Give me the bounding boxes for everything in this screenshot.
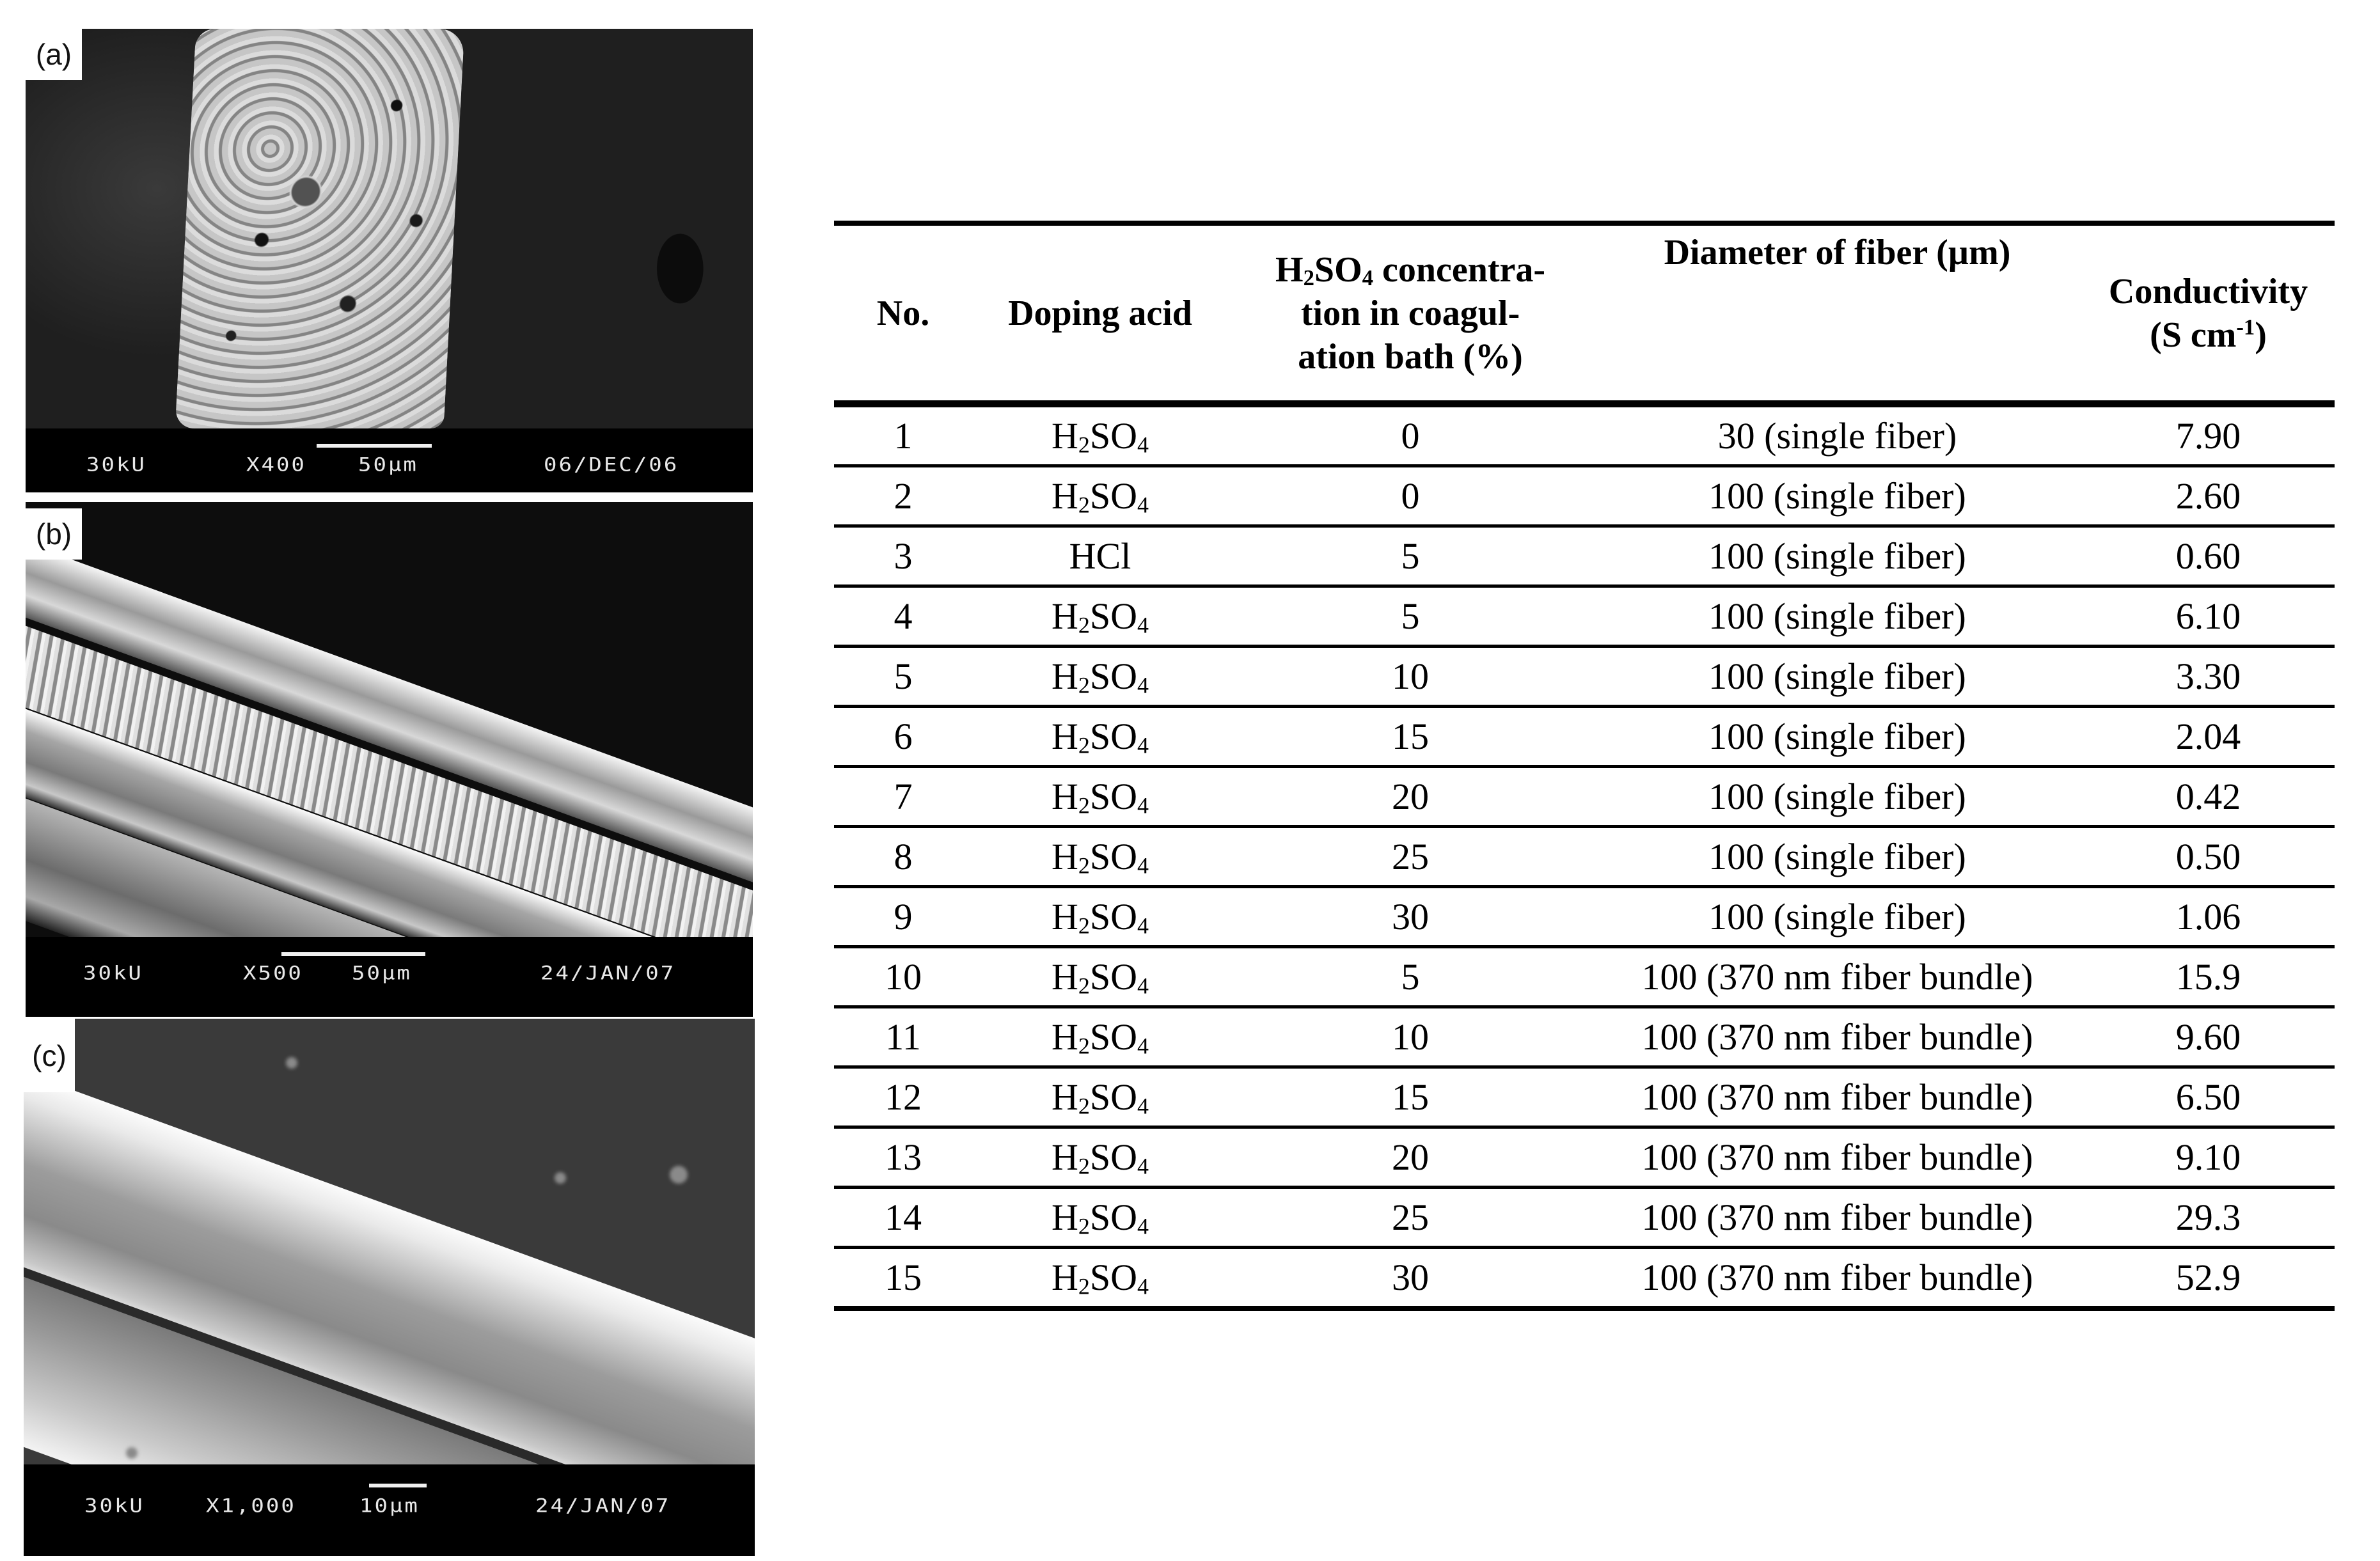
sem-scale: 10µm <box>359 1495 420 1517</box>
cell-conductivity: 1.06 <box>2082 887 2335 947</box>
cell-conductivity: 7.90 <box>2082 404 2335 466</box>
sem-info-bar-b <box>26 937 753 1017</box>
cell-concentration: 0 <box>1228 404 1593 466</box>
sem-scale: 50µm <box>352 962 412 984</box>
cell-no: 6 <box>834 707 972 767</box>
cell-no: 9 <box>834 887 972 947</box>
cell-diameter: 100 (single fiber) <box>1593 707 2082 767</box>
table-header <box>834 223 2335 404</box>
sem-date: 24/JAN/07 <box>540 962 676 984</box>
dust-particle <box>555 1172 566 1184</box>
cell-conductivity: 2.04 <box>2082 707 2335 767</box>
table-row <box>834 827 2335 887</box>
cell-no: 14 <box>834 1188 972 1248</box>
table-row <box>834 1127 2335 1188</box>
cell-concentration: 5 <box>1228 586 1593 647</box>
cell-doping-acid: $H_2SO_4$ <box>972 1248 1228 1309</box>
scale-bar <box>369 1484 427 1487</box>
cell-doping-acid: $H_2SO_4$ <box>972 947 1228 1007</box>
cell-doping-acid: $H_2SO_4$ <box>972 466 1228 526</box>
cell-no: 8 <box>834 827 972 887</box>
dust-particle <box>670 1166 688 1184</box>
table-row <box>834 1007 2335 1067</box>
sem-scale: 50µm <box>358 454 418 476</box>
cell-conductivity: 29.3 <box>2082 1188 2335 1248</box>
cell-conductivity: 0.50 <box>2082 827 2335 887</box>
cell-conductivity: 9.10 <box>2082 1127 2335 1188</box>
cell-concentration: 30 <box>1228 1248 1593 1309</box>
table-row <box>834 404 2335 466</box>
cell-doping-acid: $H_2SO_4$ <box>972 827 1228 887</box>
cell-no: 4 <box>834 586 972 647</box>
porous-fiber <box>175 29 465 428</box>
dust-particle <box>126 1447 138 1459</box>
cell-no: 2 <box>834 466 972 526</box>
sem-magnification: X1,000 <box>206 1495 296 1517</box>
cell-concentration: 20 <box>1228 1127 1593 1188</box>
cell-concentration: 0 <box>1228 466 1593 526</box>
cell-conductivity: 9.60 <box>2082 1007 2335 1067</box>
cell-doping-acid: $H_2SO_4$ <box>972 887 1228 947</box>
scale-bar <box>317 444 432 448</box>
conductivity-table <box>834 221 2335 1311</box>
table-row <box>834 526 2335 586</box>
cell-concentration: 15 <box>1228 1067 1593 1127</box>
cell-doping-acid: $H_2SO_4$ <box>972 1127 1228 1188</box>
sem-voltage: 30kU <box>83 962 143 984</box>
cell-concentration: 30 <box>1228 887 1593 947</box>
sem-image-a <box>26 29 753 492</box>
cell-no: 11 <box>834 1007 972 1067</box>
cell-doping-acid: $H_2SO_4$ <box>972 1067 1228 1127</box>
header-conductivity: Conductivity (S $cm^{-1}$) <box>2108 271 2308 355</box>
sem-date: 06/DEC/06 <box>544 454 679 476</box>
cell-no: 12 <box>834 1067 972 1127</box>
cell-concentration: 5 <box>1228 947 1593 1007</box>
cell-no: 10 <box>834 947 972 1007</box>
cell-diameter: 100 (single fiber) <box>1593 586 2082 647</box>
cell-doping-acid: $H_2SO_4$ <box>972 767 1228 827</box>
table-row <box>834 767 2335 827</box>
sem-scene-fiber-bundle <box>26 502 753 937</box>
cell-doping-acid: HCl <box>972 526 1228 586</box>
cell-no: 7 <box>834 767 972 827</box>
cell-doping-acid: $H_2SO_4$ <box>972 1007 1228 1067</box>
table-body <box>834 404 2335 1309</box>
panel-label-c: (c) <box>24 1019 75 1092</box>
table-row <box>834 586 2335 647</box>
cell-diameter: 100 (single fiber) <box>1593 887 2082 947</box>
sem-info-bar-a <box>26 428 753 492</box>
cell-conductivity: 2.60 <box>2082 466 2335 526</box>
cell-conductivity: 3.30 <box>2082 647 2335 707</box>
cell-concentration: 5 <box>1228 526 1593 586</box>
sem-voltage: 30kU <box>84 1495 145 1517</box>
sem-date: 24/JAN/07 <box>535 1495 671 1517</box>
cell-concentration: 25 <box>1228 827 1593 887</box>
cell-conductivity: 52.9 <box>2082 1248 2335 1309</box>
cell-diameter: 100 (370 nm fiber bundle) <box>1593 1248 2082 1309</box>
cell-concentration: 10 <box>1228 1007 1593 1067</box>
sem-scene-porous-fiber <box>26 29 753 428</box>
sem-magnification: X400 <box>246 454 306 476</box>
cell-conductivity: 15.9 <box>2082 947 2335 1007</box>
cell-diameter: 100 (single fiber) <box>1593 466 2082 526</box>
sem-scene-smooth-fiber <box>24 1019 755 1464</box>
table-row <box>834 1188 2335 1248</box>
header-concentration: $H_2SO_4$ concentra- tion in coagul- ation bath (%) <box>1275 249 1545 377</box>
cell-no: 13 <box>834 1127 972 1188</box>
scale-bar <box>281 952 425 956</box>
cell-concentration: 25 <box>1228 1188 1593 1248</box>
cell-diameter: 30 (single fiber) <box>1593 404 2082 466</box>
header-doping-acid: Doping acid <box>1008 293 1192 333</box>
cell-doping-acid: $H_2SO_4$ <box>972 707 1228 767</box>
cell-no: 15 <box>834 1248 972 1309</box>
chem-formula: $H_2SO_4$ <box>1275 249 1373 290</box>
sem-image-c <box>24 1019 755 1556</box>
table-row <box>834 647 2335 707</box>
cell-conductivity: 0.60 <box>2082 526 2335 586</box>
cell-diameter: 100 (370 nm fiber bundle) <box>1593 1127 2082 1188</box>
cell-doping-acid: $H_2SO_4$ <box>972 586 1228 647</box>
table-row <box>834 1067 2335 1127</box>
cell-diameter: 100 (370 nm fiber bundle) <box>1593 1188 2082 1248</box>
cell-conductivity: 6.50 <box>2082 1067 2335 1127</box>
cell-diameter: 100 (370 nm fiber bundle) <box>1593 947 2082 1007</box>
cell-diameter: 100 (370 nm fiber bundle) <box>1593 1007 2082 1067</box>
cell-doping-acid: $H_2SO_4$ <box>972 404 1228 466</box>
table-row <box>834 887 2335 947</box>
cell-no: 1 <box>834 404 972 466</box>
cell-no: 5 <box>834 647 972 707</box>
cell-no: 3 <box>834 526 972 586</box>
dust-particle <box>286 1057 297 1069</box>
table-row <box>834 707 2335 767</box>
cell-diameter: 100 (single fiber) <box>1593 647 2082 707</box>
cell-concentration: 10 <box>1228 647 1593 707</box>
sem-magnification: X500 <box>243 962 303 984</box>
cell-doping-acid: $H_2SO_4$ <box>972 1188 1228 1248</box>
sem-voltage: 30kU <box>86 454 146 476</box>
cell-diameter: 100 (single fiber) <box>1593 767 2082 827</box>
panel-label-b: (b) <box>26 508 82 560</box>
cell-doping-acid: $H_2SO_4$ <box>972 647 1228 707</box>
cell-diameter: 100 (370 nm fiber bundle) <box>1593 1067 2082 1127</box>
cell-diameter: 100 (single fiber) <box>1593 526 2082 586</box>
cell-conductivity: 0.42 <box>2082 767 2335 827</box>
cell-concentration: 20 <box>1228 767 1593 827</box>
table-row <box>834 947 2335 1007</box>
header-no: No. <box>876 293 930 333</box>
panel-label-a: (a) <box>26 29 82 80</box>
sem-image-b <box>26 502 753 1017</box>
cell-concentration: 15 <box>1228 707 1593 767</box>
sem-info-bar-c <box>24 1464 755 1556</box>
header-diameter: Diameter of fiber (µm) <box>1664 233 2011 272</box>
table-row <box>834 466 2335 526</box>
table-row <box>834 1248 2335 1309</box>
cell-diameter: 100 (single fiber) <box>1593 827 2082 887</box>
cell-conductivity: 6.10 <box>2082 586 2335 647</box>
